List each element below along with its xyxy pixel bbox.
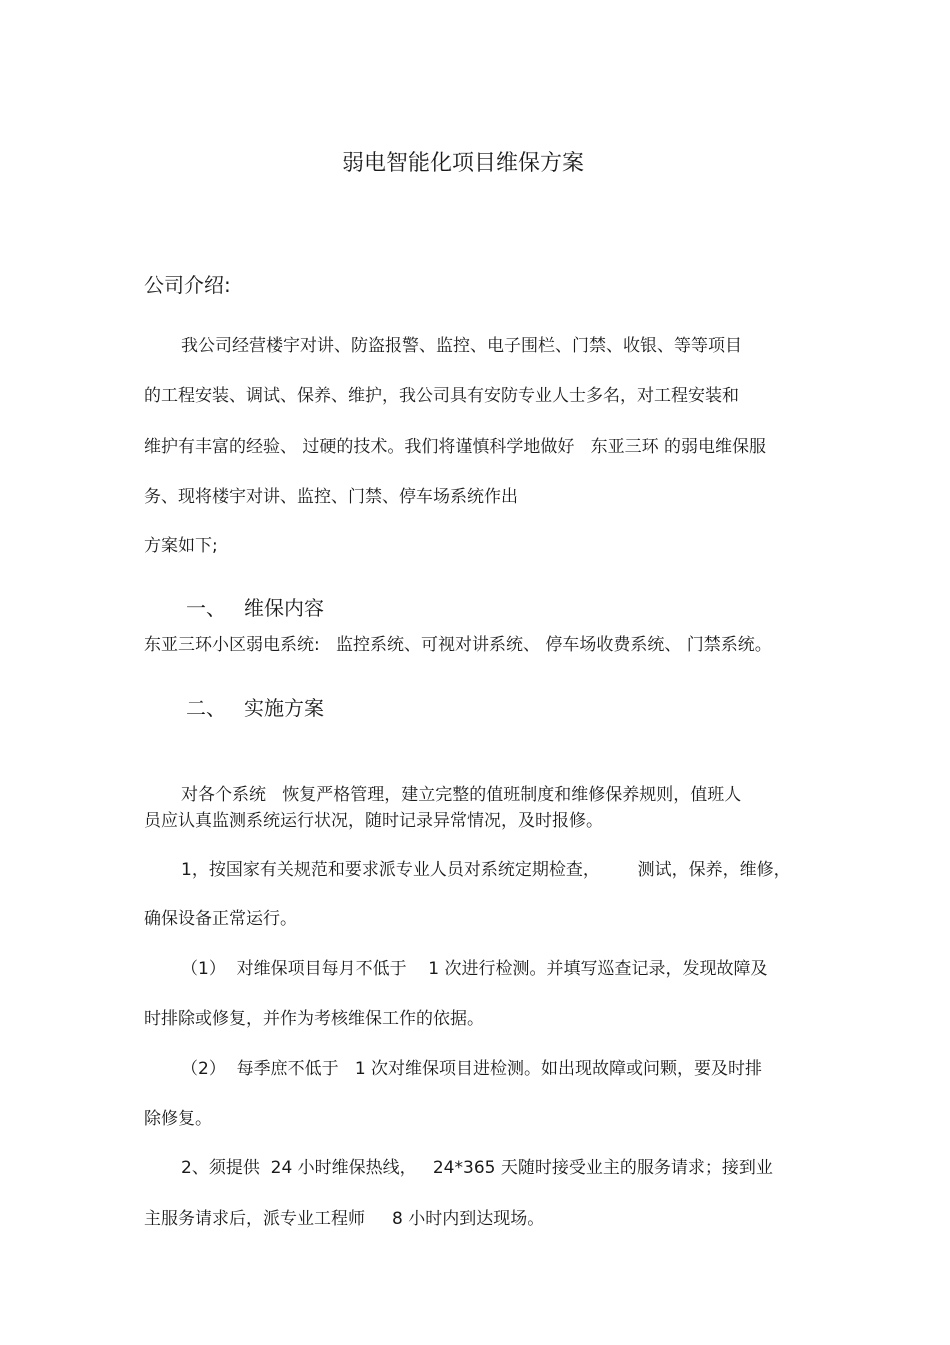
section2-line: 员应认真监测系统运行状况，随时记录异常情况，及时报修。 (144, 811, 603, 831)
intro-line: 方案如下; (144, 536, 218, 556)
section1-text: 东亚三环小区弱电系统: 监控系统、可视对讲系统、 停车场收费系统、 门禁系统。 (144, 635, 772, 655)
intro-line: 维护有丰富的经验、 过硬的技术。我们将谨慎科学地做好 东亚三环 的弱电维保服 (144, 437, 767, 457)
intro-heading: 公司介绍: (144, 273, 231, 297)
section2-line: （2） 每季庶不低于 1 次对维保项目进检测。如出现故障或问颗，要及时排 (181, 1059, 763, 1079)
document-title: 弱电智能化项目维保方案 (342, 151, 585, 176)
section2-heading: 实施方案 (244, 696, 324, 720)
section2-line: 确保设备正常运行。 (144, 909, 297, 929)
section1-heading: 维保内容 (244, 596, 324, 620)
section2-line: 除修复。 (144, 1109, 212, 1129)
section2-line: 1，按国家有关规范和要求派专业人员对系统定期检查， 测试，保养，维修， (181, 860, 791, 880)
section2-line: （1） 对维保项目每月不低于 1 次进行检测。并填写巡查记录，发现故障及 (181, 959, 768, 979)
section2-number: 二、 (186, 696, 226, 720)
section2-line: 对各个系统 恢复严格管理，建立完整的值班制度和维修保养规则，值班人 (181, 785, 742, 805)
intro-line: 的工程安装、调试、保养、维护，我公司具有安防专业人士多名，对工程安装和 (144, 386, 739, 406)
section1-number: 一、 (186, 596, 226, 620)
intro-line: 务、现将楼宇对讲、监控、门禁、停车场系统作出 (144, 487, 518, 507)
section2-line: 2、须提供 24 小时维保热线， 24*365 天随时接受业主的服务请求；接到业 (181, 1158, 773, 1178)
section2-line: 时排除或修复，并作为考核维保工作的依据。 (144, 1009, 484, 1029)
intro-line: 我公司经营楼宇对讲、防盗报警、监控、电子围栏、门禁、收银、等等项目 (181, 336, 742, 356)
section2-line: 主服务请求后，派专业工程师 8 小时内到达现场。 (144, 1209, 545, 1229)
